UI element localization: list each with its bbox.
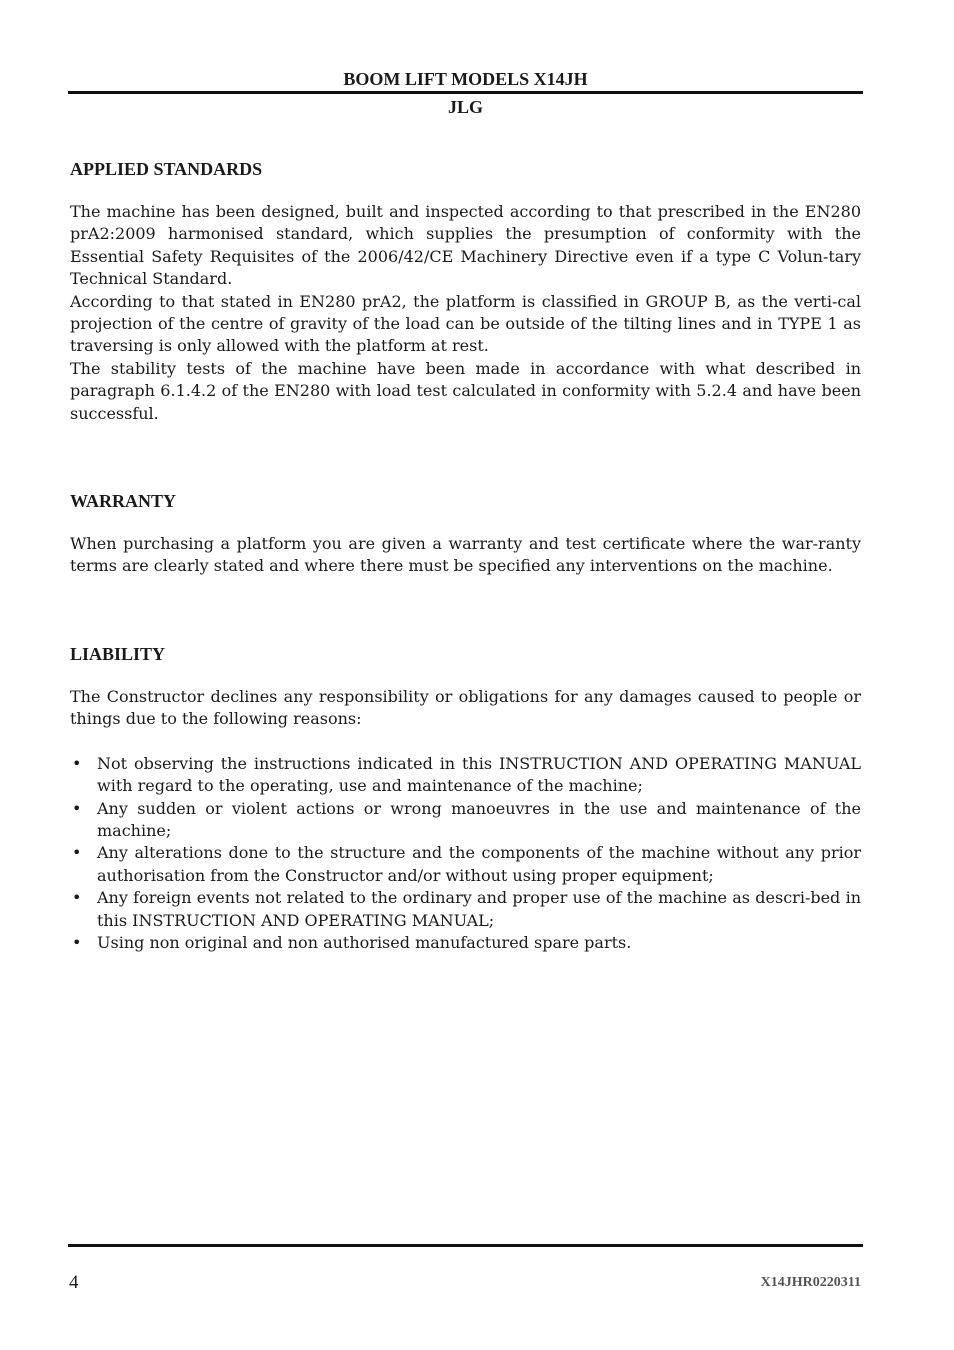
section-warranty: [70, 488, 861, 578]
bullet-icon: •: [72, 753, 82, 773]
document-code: X14JHR0220311: [760, 1275, 861, 1290]
header-rule: [68, 91, 863, 94]
header-title: BOOM LIFT MODELS X14JH: [343, 69, 588, 89]
header-brand: JLG: [447, 97, 483, 117]
list-item-text: Any sudden or violent actions or wrong manoeuvres in the use and maintenance of the machine;: [97, 798, 861, 840]
section-heading: APPLIED STANDARDS: [70, 159, 263, 179]
bullet-icon: •: [72, 888, 82, 908]
bullet-icon: •: [72, 843, 82, 863]
paragraph: The stability tests of the machine have been made in accordance with what described in paragraph 6.1.4.2 of the EN280 with load test calculated in conformity with 5.2.4 and have been successful.: [70, 358, 861, 423]
section-liability: [70, 641, 861, 954]
list-item: [70, 932, 861, 954]
paragraph: The Constructor declines any responsibility or obligations for any damages caused to people or things due to the following reasons:: [70, 686, 861, 729]
list-item: [70, 887, 861, 932]
list-item-text: Using non original and non authorised manufactured spare parts.: [97, 932, 632, 952]
section-heading: LIABILITY: [70, 643, 166, 664]
list-item: [70, 753, 861, 798]
list-item-text: Not observing the instructions indicated in this INSTRUCTION AND OPERATING MANUAL with regard to the operating, use and maintenance of the machine;: [97, 753, 861, 796]
list-item: [70, 842, 861, 887]
paragraph: According to that stated in EN280 prA2, the platform is classified in GROUP B, as the verti-cal projection of the centre of gravity of the load can be outside of the tilting lines and in TYPE 1 as traversing is only allowed with the platform at rest.: [70, 291, 861, 356]
list-item-text: Any alterations done to the structure and the components of the machine without any prior authorisation from the Constructor and/or without using proper equipment;: [97, 843, 861, 885]
page-header: [68, 68, 863, 118]
bullet-icon: •: [72, 798, 82, 818]
paragraph: When purchasing a platform you are given a warranty and test certificate where the war-ranty terms are clearly stated and where there must be specified any interventions on the machine.: [70, 534, 861, 576]
liability-list: [70, 753, 861, 955]
list-item-text: Any foreign events not related to the ordinary and proper use of the machine as descri-bed in this INSTRUCTION AND OPERATING MANUAL;: [97, 888, 861, 930]
paragraph: The machine has been designed, built and inspected according to that prescribed in the EN280 prA2:2009 harmonised standard, which supplies the presumption of conformity with the Essential Safety Requisites of the 2006/42/CE Machinery Directive even if a type C Volun-tary Technical Standard.: [70, 202, 861, 289]
page-number: 4: [69, 1272, 79, 1293]
bullet-icon: •: [72, 932, 82, 952]
section-heading: WARRANTY: [70, 491, 177, 512]
section-applied-standards: [70, 156, 861, 425]
list-item: [70, 798, 861, 843]
footer-rule: [68, 1244, 863, 1247]
page-content: [70, 156, 861, 954]
